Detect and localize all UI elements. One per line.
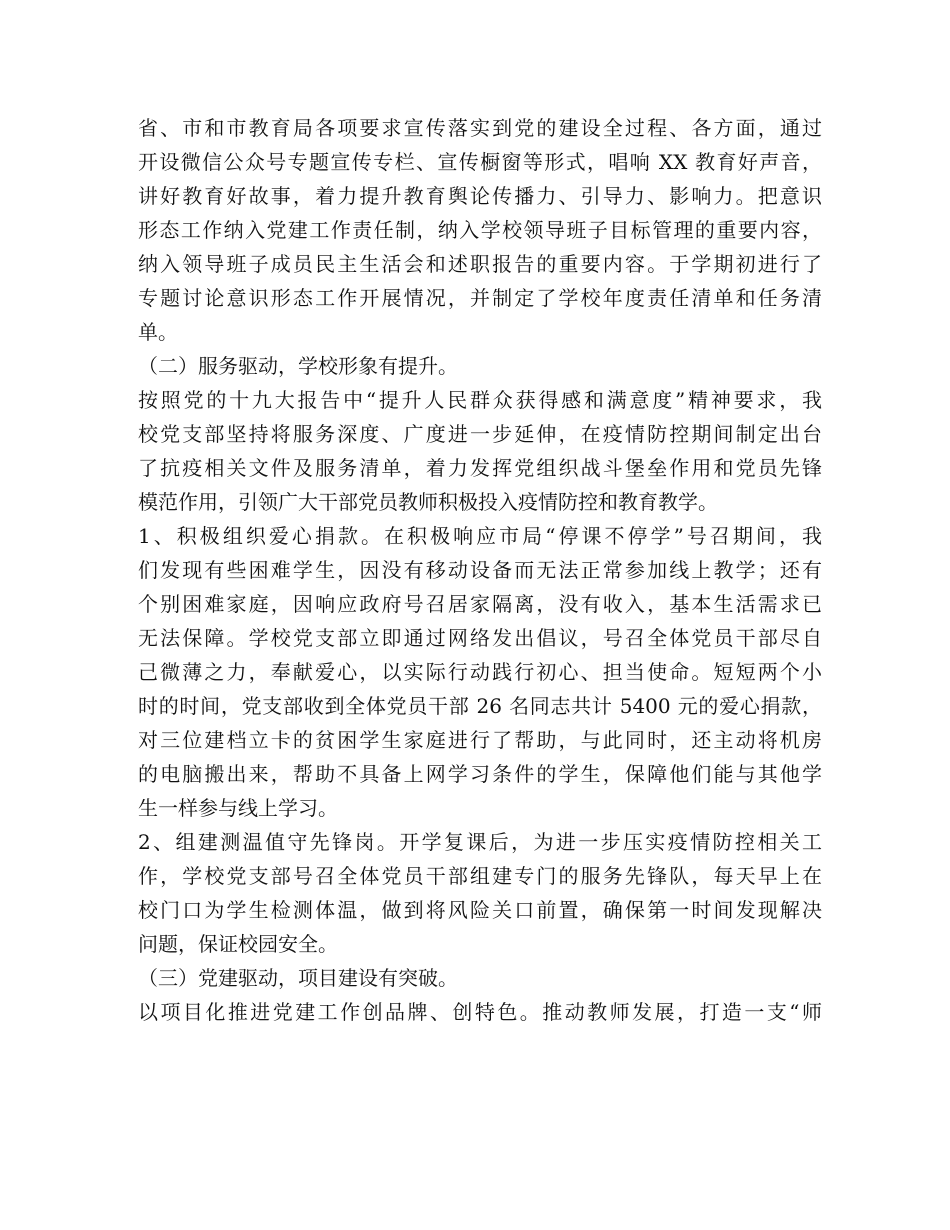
text-line: 无法保障。学校党支部立即通过网络发出倡议，号召全体党员干部尽自 bbox=[138, 626, 822, 650]
text-line: 们发现有些困难学生，因没有移动设备而无法正常参加线上教学；还有 bbox=[138, 558, 822, 582]
text-line: 1、积极组织爱心捐款。在积极响应市局“停课不停学”号召期间，我 bbox=[138, 524, 822, 548]
text-line: 生一样参与线上学习。 bbox=[138, 796, 338, 820]
document-page bbox=[138, 111, 822, 1029]
text-line: 按照党的十九大报告中“提升人民群众获得感和满意度”精神要求，我 bbox=[138, 388, 822, 412]
text-line: 2、组建测温值守先锋岗。开学复课后，为进一步压实疫情防控相关工 bbox=[138, 830, 822, 854]
text-line: 省、市和市教育局各项要求宣传落实到党的建设全过程、各方面，通过 bbox=[138, 116, 822, 140]
text-line: 作，学校党支部号召全体党员干部组建专门的服务先锋队，每天早上在 bbox=[138, 864, 822, 888]
text-line: 问题，保证校园安全。 bbox=[138, 932, 338, 956]
text-line: 以项目化推进党建工作创品牌、创特色。推动教师发展，打造一支“师 bbox=[138, 1000, 822, 1024]
text-line: 时的时间，党支部收到全体党员干部 26 名同志共计 5400 元的爱心捐款， bbox=[138, 694, 822, 718]
section-heading: （二）服务驱动，学校形象有提升。 bbox=[138, 354, 458, 378]
text-line: 单。 bbox=[138, 320, 178, 344]
text-line: 开设微信公众号专题宣传专栏、宣传橱窗等形式，唱响 XX 教育好声音， bbox=[138, 150, 822, 174]
text-line: 校党支部坚持将服务深度、广度进一步延伸，在疫情防控期间制定出台 bbox=[138, 422, 822, 446]
text-line: 的电脑搬出来，帮助不具备上网学习条件的学生，保障他们能与其他学 bbox=[138, 762, 822, 786]
text-line: 校门口为学生检测体温，做到将风险关口前置，确保第一时间发现解决 bbox=[138, 898, 822, 922]
text-line: 对三位建档立卡的贫困学生家庭进行了帮助，与此同时，还主动将机房 bbox=[138, 728, 822, 752]
text-line: 专题讨论意识形态工作开展情况，并制定了学校年度责任清单和任务清 bbox=[138, 286, 822, 310]
text-line: 了抗疫相关文件及服务清单，着力发挥党组织战斗堡垒作用和党员先锋 bbox=[138, 456, 822, 480]
text-line: 模范作用，引领广大干部党员教师积极投入疫情防控和教育教学。 bbox=[138, 490, 718, 514]
section-heading: （三）党建驱动，项目建设有突破。 bbox=[138, 966, 458, 990]
text-line: 形态工作纳入党建工作责任制，纳入学校领导班子目标管理的重要内容， bbox=[138, 218, 822, 242]
text-line: 个别困难家庭，因响应政府号召居家隔离，没有收入，基本生活需求已 bbox=[138, 592, 822, 616]
text-line: 纳入领导班子成员民主生活会和述职报告的重要内容。于学期初进行了 bbox=[138, 252, 822, 276]
text-line: 讲好教育好故事，着力提升教育舆论传播力、引导力、影响力。把意识 bbox=[138, 184, 822, 208]
text-line: 己微薄之力，奉献爱心，以实际行动践行初心、担当使命。短短两个小 bbox=[138, 660, 822, 684]
